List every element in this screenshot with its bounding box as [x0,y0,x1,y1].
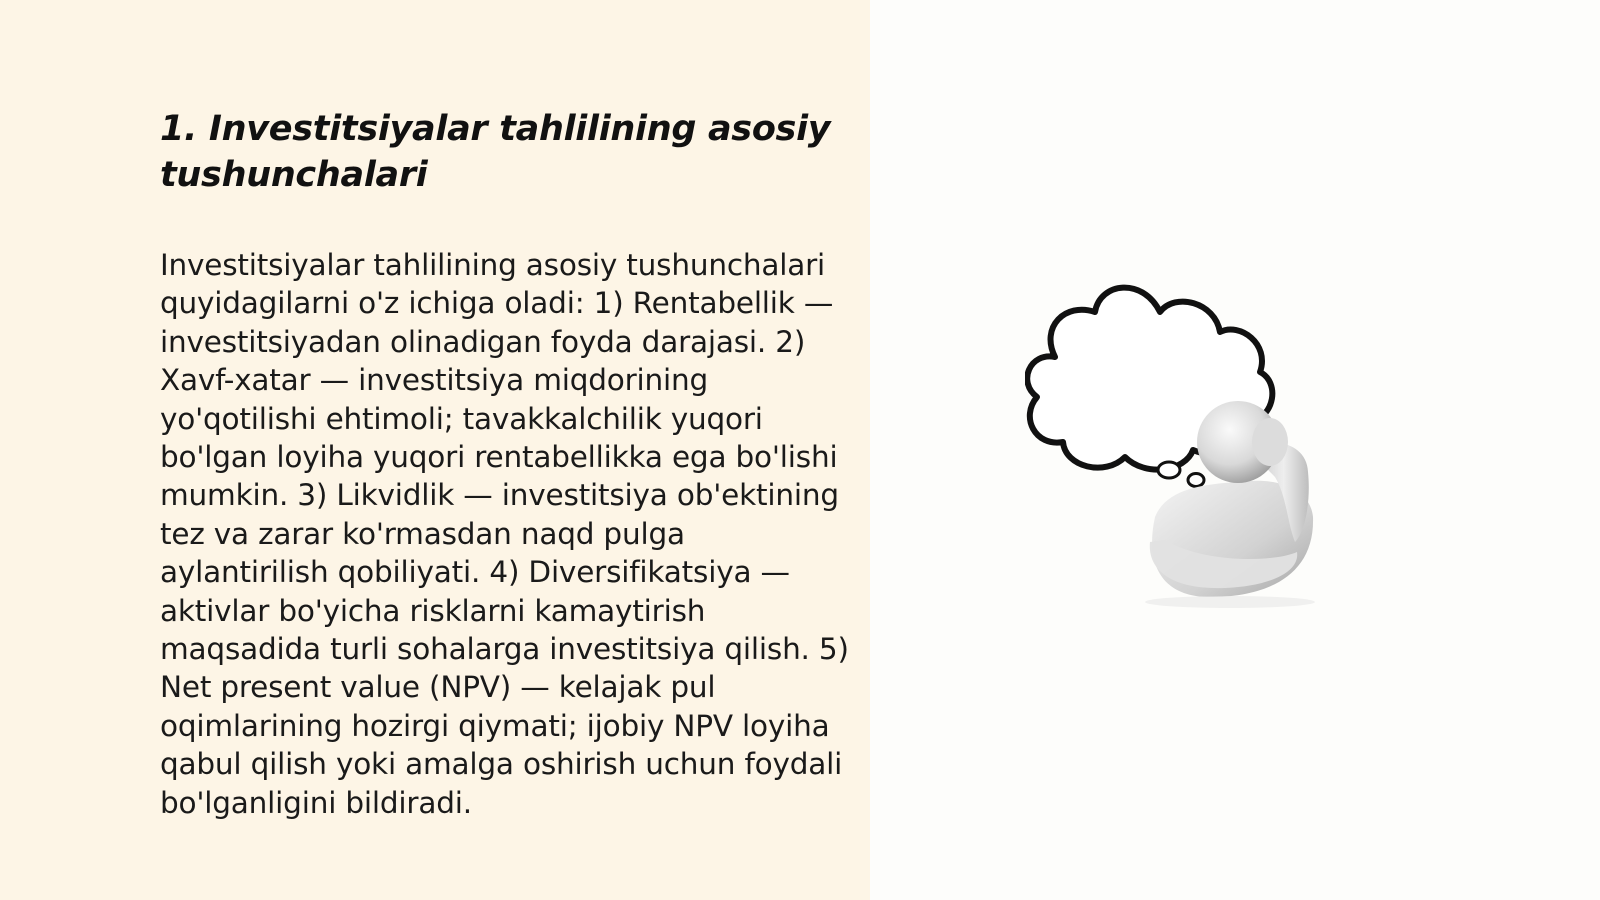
slide-title: 1. Investitsiyalar tahlilining asosiy tushunchalari [160,109,831,195]
thinking-person-icon [1025,272,1355,622]
slide-body-text: Investitsiyalar tahlilining asosiy tushunchalari quyidagilarni o'z ichiga oladi: 1) Rentabellik — investitsiyadan olinadigan foyda darajasi. 2) Xavf-xatar — investitsiya miqdorining yo'qotilishi ehtimoli; tavakkalchilik yuqori bo'lgan loyiha yuqori rentabellikka ega bo'lishi mumkin. 3) Likvidlik — investitsiya ob'ektining tez va zarar ko'rmasdan naqd pulga aylantirilish qobiliyati. 4) Diversifikatsiya — aktivlar bo'yicha risklarni kamaytirish maqsadida turli sohalarga investitsiya qilish. 5) Net present value (NPV) — kelajak pul oqimlarining hozirgi qiymati; ijobiy NPV loyiha qabul qilish yoki amalga oshirish uchun foydali bo'lganligini bildiradi. [160,248,849,820]
